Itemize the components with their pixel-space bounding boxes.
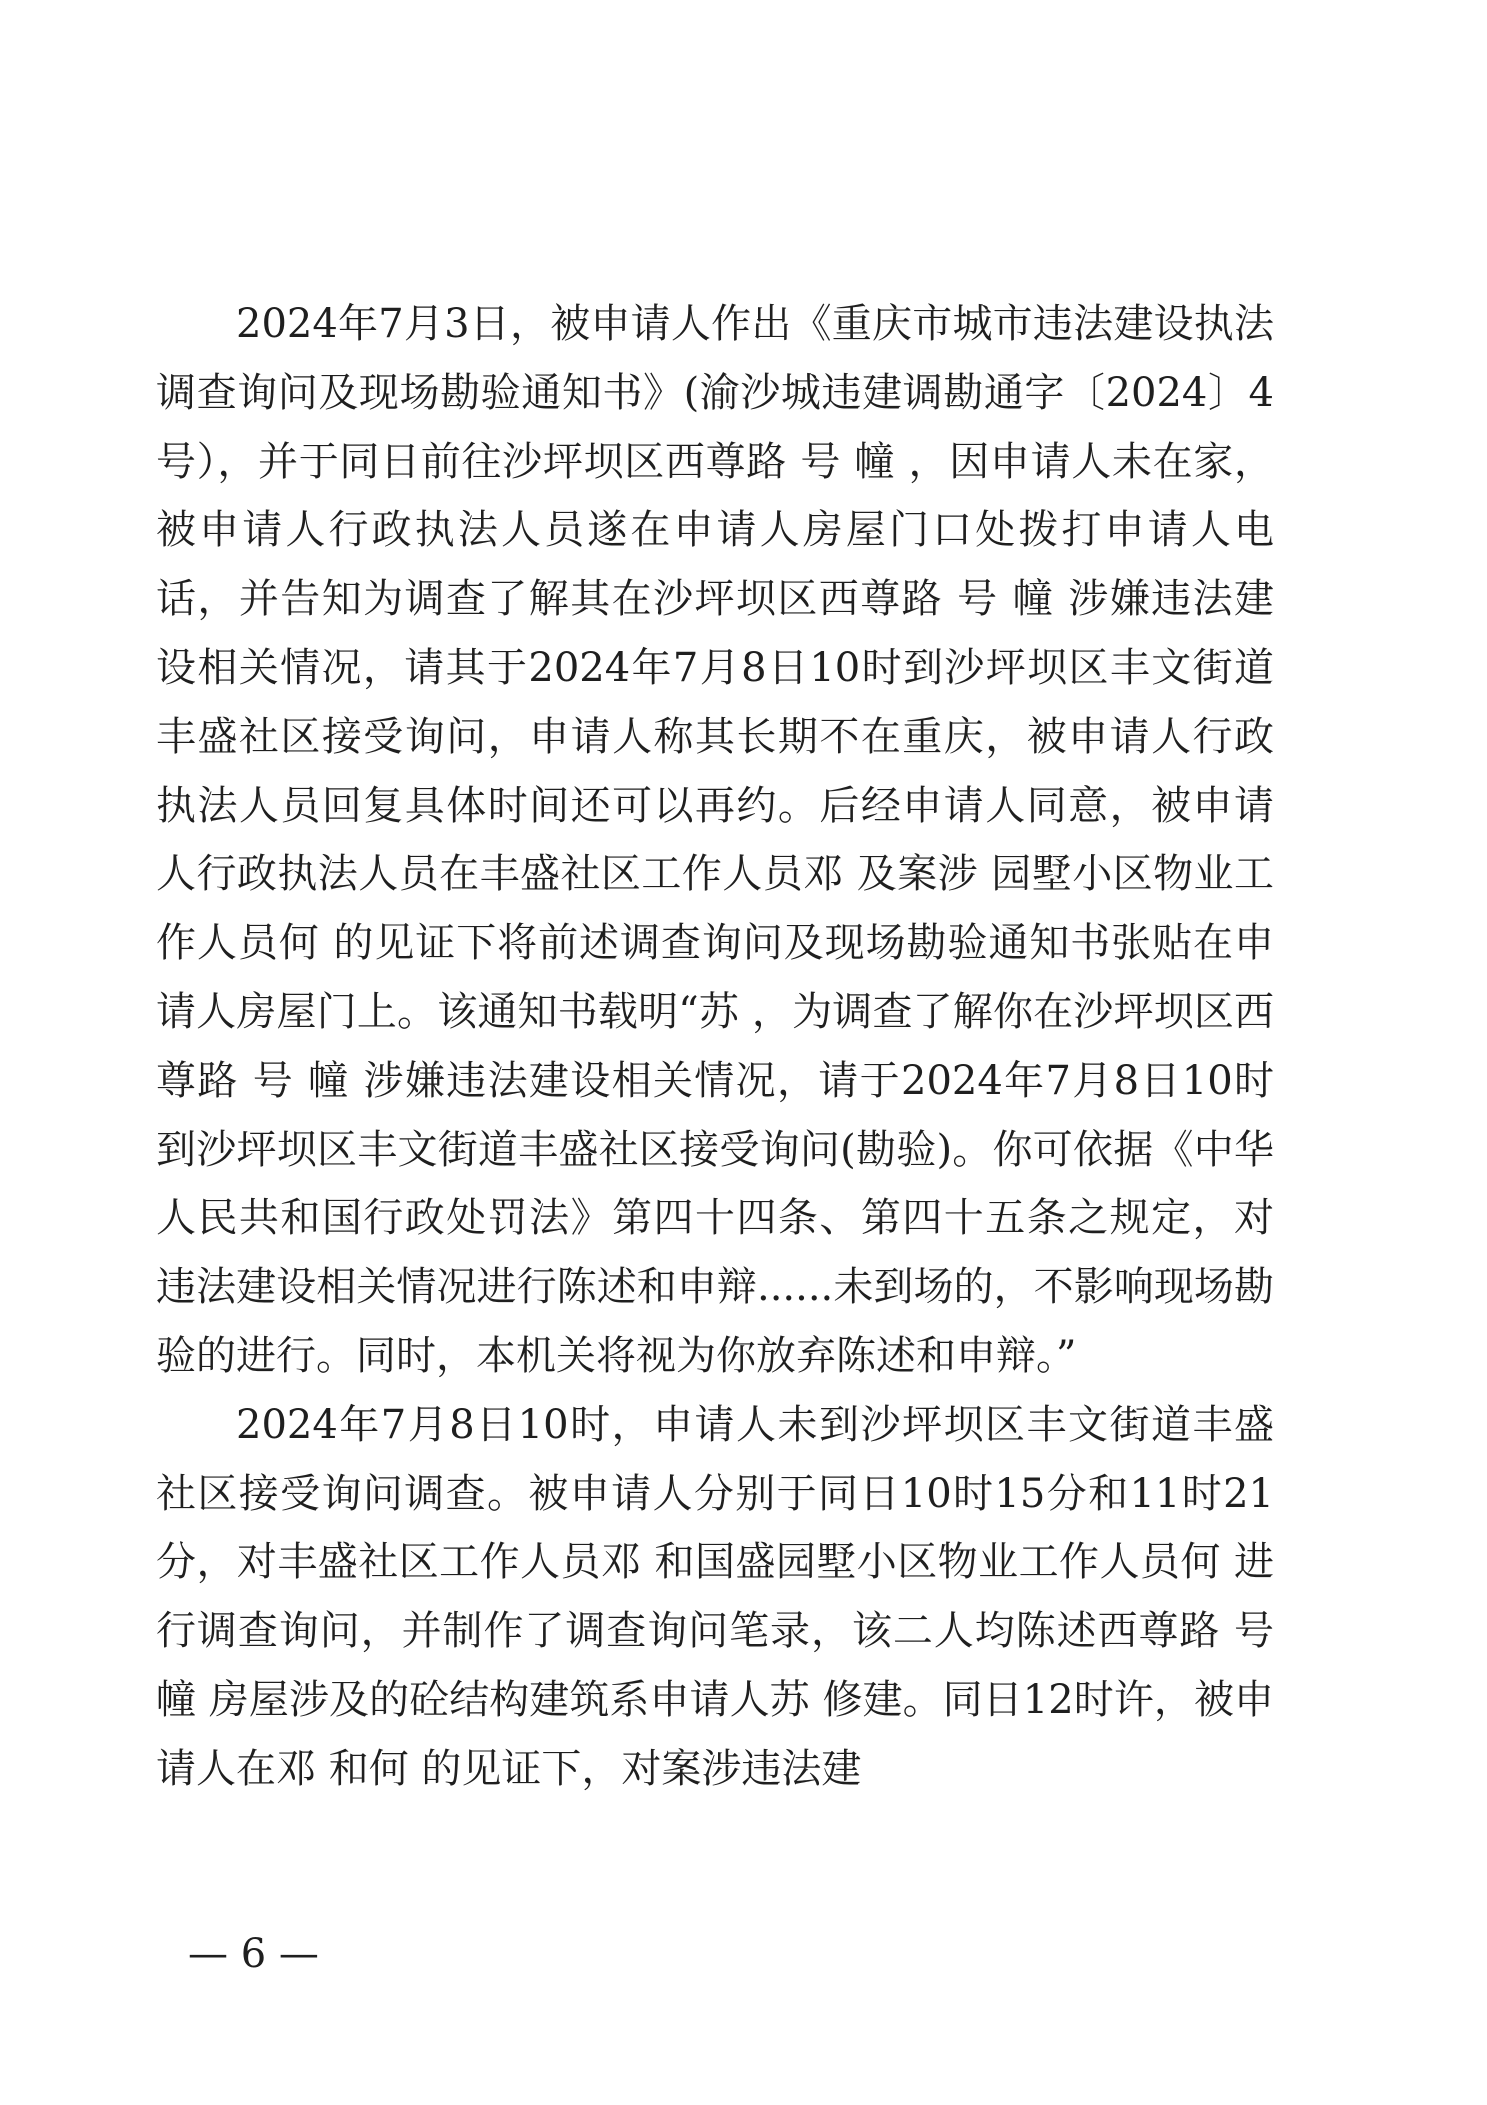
paragraph-notice: 2024年7月3日，被申请人作出《重庆市城市违法建设执法调查询问及现场勘验通知书》(渝沙城违建调勘通字〔2024〕4号），并于同日前往沙坪坝区西尊路 号 幢 ，因申请人未在家，被申请人行政执法人员遂在申请人房屋门口处拨打申请人电话，并告知为调查了解其在沙坪坝区西尊路 号 幢 涉嫌违法建设相关情况，请其于2024年7月8日10时到沙坪坝区丰文街道丰盛社区接受询问，申请人称其长期不在重庆，被申请人行政执法人员回复具体时间还可以再约。后经申请人同意，被申请人行政执法人员在丰盛社区工作人员邓 及案涉 园墅小区物业工作人员何 的见证下将前述调查询问及现场勘验通知书张贴在申请人房屋门上。该通知书载明“苏 ，为调查了解你在沙坪坝区西尊路 号 幢 涉嫌违法建设相关情况，请于2024年7月8日10时到沙坪坝区丰文街道丰盛社区接受询问(勘验)。你可依据《中华人民共和国行政处罚法》第四十四条、第四十五条之规定，对违法建设相关情况进行陈述和申辩......未到场的，不影响现场勘验的进行。同时，本机关将视为你放弃陈述和申辩。”	[156, 301, 1274, 1379]
page-number: — 6 —	[188, 1931, 319, 1977]
paragraph-investigation: 2024年7月8日10时，申请人未到沙坪坝区丰文街道丰盛社区接受询问调查。被申请人分别于同日10时15分和11时21分，对丰盛社区工作人员邓 和国盛园墅小区物业工作人员何 进行调查询问，并制作了调查询问笔录，该二人均陈述西尊路 号 幢 房屋涉及的砼结构建筑系申请人苏 修建。同日12时许，被申请人在邓 和何 的见证下，对案涉违法建	[156, 1401, 1274, 1792]
document-body	[156, 290, 1274, 1804]
